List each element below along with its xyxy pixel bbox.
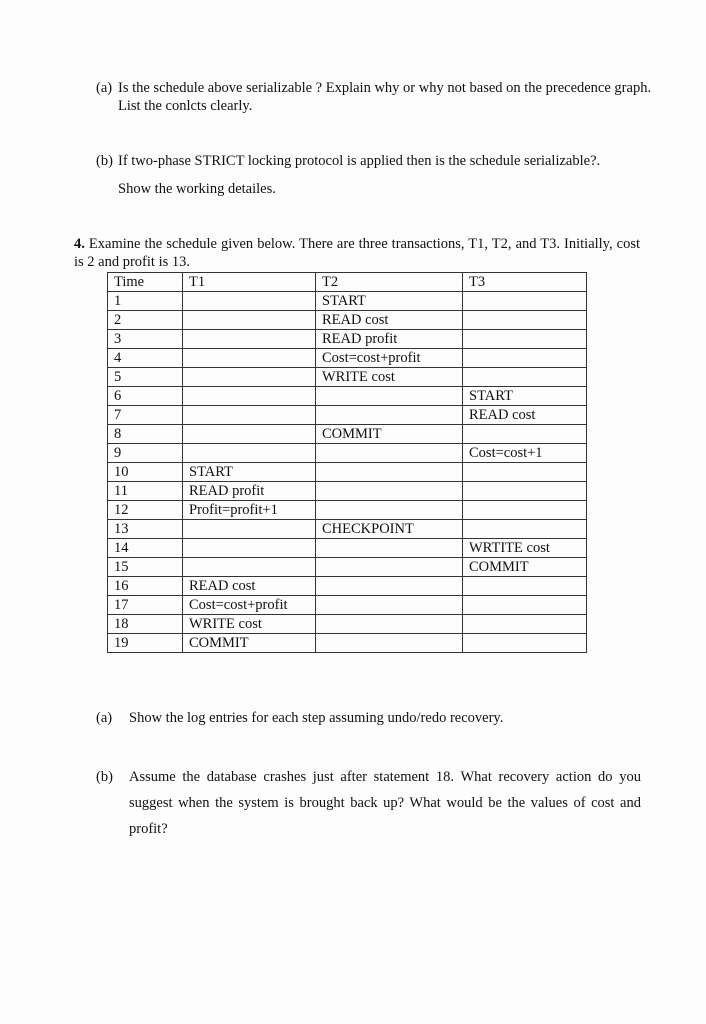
cell-time: 14 [108,539,183,558]
cell-t1 [183,425,316,444]
question-4-text: Examine the schedule given below. There are three transactions, T1, T2, and T3. Initially, cost is 2 and profit is 13. [74,236,640,270]
cell-t1 [183,368,316,387]
table-row [108,444,587,463]
cell-time: 10 [108,463,183,482]
cell-t3: Cost=cost+1 [463,444,587,463]
cell-t1 [183,406,316,425]
cell-t1: READ cost [183,577,316,596]
question-4b [96,764,641,842]
header-t3: T3 [463,273,587,292]
table-row [108,387,587,406]
cell-time: 9 [108,444,183,463]
question-4-number: 4. [74,236,85,252]
question-3b-label: (b) [96,153,113,169]
table-row [108,634,587,653]
table-row [108,520,587,539]
cell-t3 [463,330,587,349]
question-3a-text: Is the schedule above serializable ? Explain why or why not based on the precedence graph. List the conlcts clearly. [118,80,652,114]
question-3b-text: If two-phase STRICT locking protocol is applied then is the schedule serializable?. [118,153,601,169]
cell-t3 [463,634,587,653]
cell-t1: READ profit [183,482,316,501]
table-row [108,425,587,444]
table-row [108,349,587,368]
cell-time: 2 [108,311,183,330]
cell-t2: CHECKPOINT [316,520,463,539]
cell-t2: WRITE cost [316,368,463,387]
cell-t3: COMMIT [463,558,587,577]
cell-t2 [316,387,463,406]
cell-time: 18 [108,615,183,634]
cell-t2: READ profit [316,330,463,349]
cell-time: 13 [108,520,183,539]
question-4b-label: (b) [96,769,113,785]
header-t2: T2 [316,273,463,292]
cell-t3 [463,482,587,501]
header-time: Time [108,273,183,292]
cell-t2 [316,501,463,520]
cell-t2: START [316,292,463,311]
cell-t2 [316,615,463,634]
question-4a [96,705,641,731]
cell-time: 3 [108,330,183,349]
table-row [108,330,587,349]
cell-t3 [463,425,587,444]
cell-t3 [463,615,587,634]
cell-t1: COMMIT [183,634,316,653]
cell-t2: Cost=cost+profit [316,349,463,368]
cell-t1 [183,387,316,406]
question-4a-text: Show the log entries for each step assuming undo/redo recovery. [129,710,504,726]
table-row [108,482,587,501]
cell-t3 [463,520,587,539]
cell-t1: Cost=cost+profit [183,596,316,615]
cell-time: 6 [108,387,183,406]
cell-t3: START [463,387,587,406]
cell-t3 [463,577,587,596]
cell-t2: READ cost [316,311,463,330]
cell-t3: WRTITE cost [463,539,587,558]
cell-time: 12 [108,501,183,520]
table-row [108,406,587,425]
cell-time: 4 [108,349,183,368]
question-4-intro [74,235,640,271]
cell-t2: COMMIT [316,425,463,444]
cell-time: 16 [108,577,183,596]
cell-t2 [316,482,463,501]
cell-t1: START [183,463,316,482]
table-row [108,577,587,596]
cell-t3: READ cost [463,406,587,425]
cell-t3 [463,349,587,368]
cell-time: 1 [108,292,183,311]
cell-t1 [183,558,316,577]
cell-time: 8 [108,425,183,444]
cell-t2 [316,558,463,577]
cell-t1 [183,311,316,330]
cell-t3 [463,596,587,615]
cell-t1 [183,330,316,349]
cell-time: 5 [108,368,183,387]
cell-t2 [316,596,463,615]
cell-t3 [463,292,587,311]
cell-t1 [183,444,316,463]
question-3a-label: (a) [96,80,113,96]
question-3b-text-2: Show the working detailes. [118,181,276,197]
table-row [108,596,587,615]
cell-t3 [463,368,587,387]
cell-t2 [316,634,463,653]
question-4b-text: Assume the database crashes just after statement 18. What recovery action do you suggest when the system is brought back up? What would be the values of cost and profit? [129,769,641,837]
table-row [108,311,587,330]
cell-time: 17 [108,596,183,615]
question-3a [96,79,656,115]
table-row [108,292,587,311]
cell-t1 [183,539,316,558]
cell-t1: WRITE cost [183,615,316,634]
header-t1: T1 [183,273,316,292]
question-4a-label: (a) [96,710,113,726]
table-row [108,615,587,634]
schedule-table [107,272,587,653]
cell-t3 [463,311,587,330]
cell-time: 19 [108,634,183,653]
cell-time: 7 [108,406,183,425]
cell-t2 [316,406,463,425]
cell-t2 [316,463,463,482]
table-row [108,558,587,577]
cell-t1 [183,520,316,539]
table-header-row [108,273,587,292]
cell-t3 [463,501,587,520]
table-row [108,463,587,482]
cell-t2 [316,539,463,558]
cell-t2 [316,444,463,463]
question-3b [96,152,656,198]
cell-t1 [183,349,316,368]
cell-time: 11 [108,482,183,501]
table-row [108,539,587,558]
table-row [108,501,587,520]
cell-t1 [183,292,316,311]
cell-t1: Profit=profit+1 [183,501,316,520]
table-row [108,368,587,387]
cell-time: 15 [108,558,183,577]
cell-t3 [463,463,587,482]
cell-t2 [316,577,463,596]
